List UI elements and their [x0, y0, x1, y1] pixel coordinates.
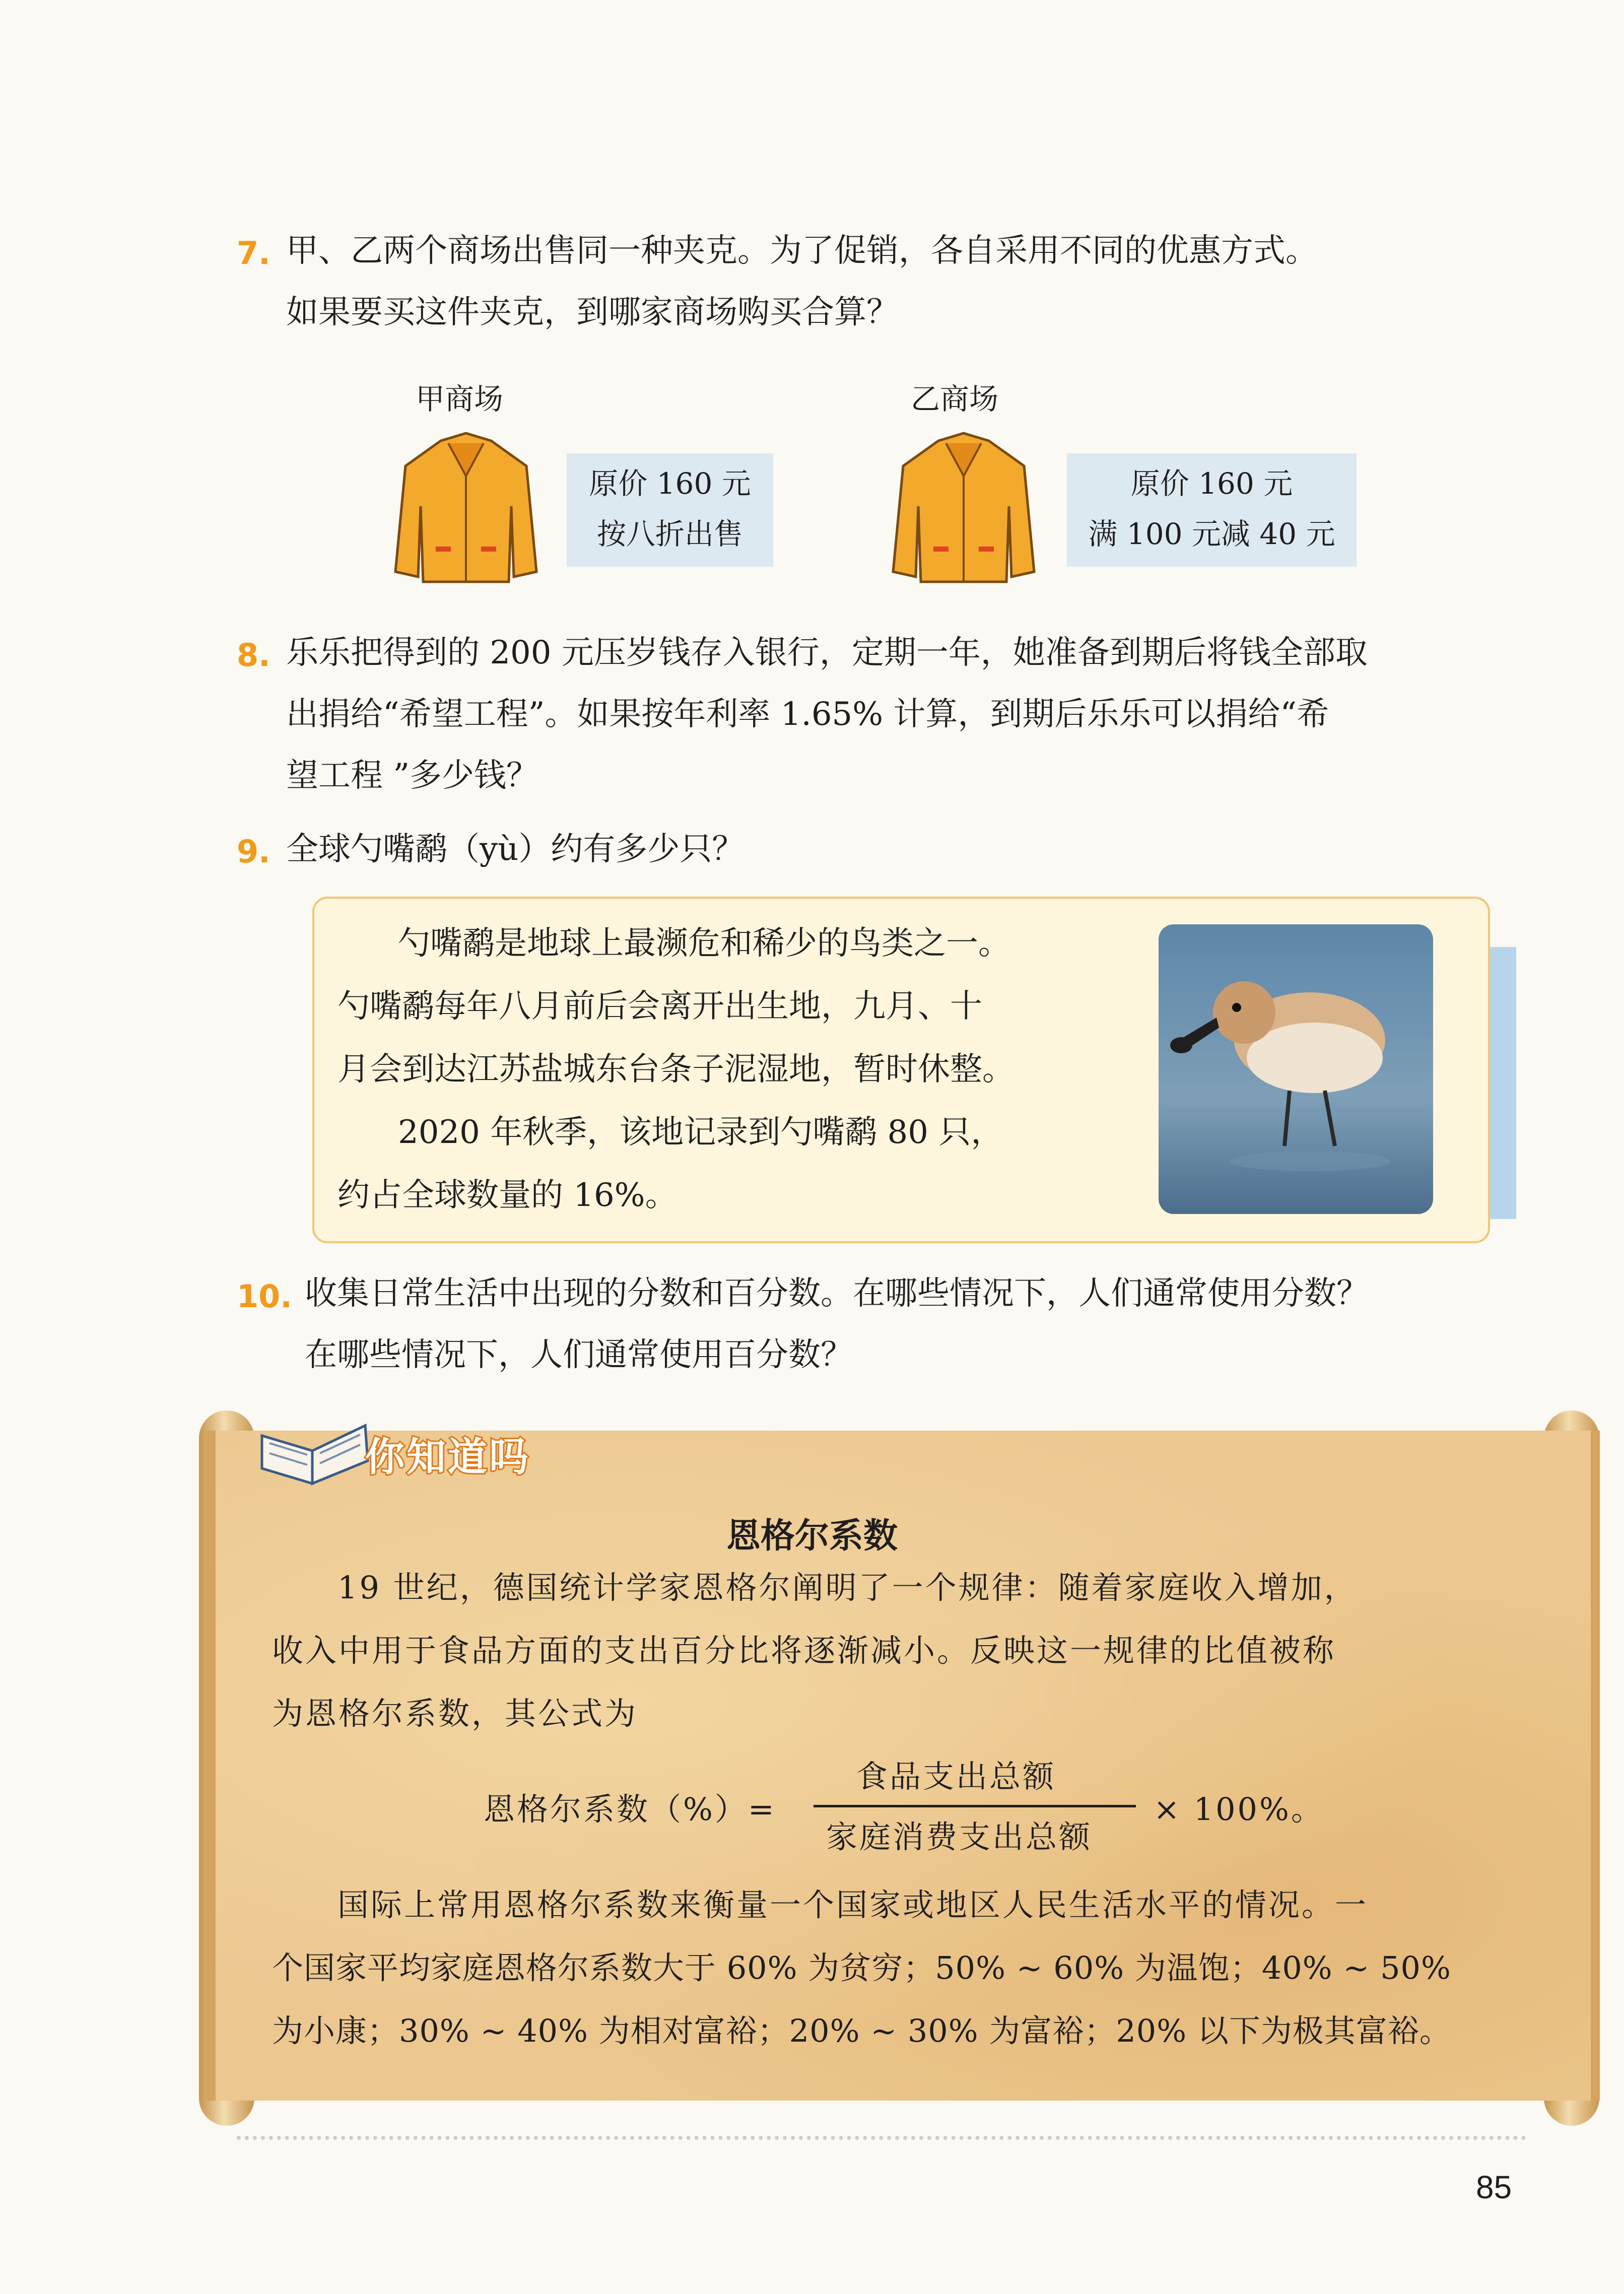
- formula-denominator: 家庭消费支出总额: [826, 1818, 1093, 1855]
- bird-info-line-2: 勺嘴鹬每年八月前后会离开出生地，九月、十: [337, 988, 982, 1025]
- formula-fraction-bar: [814, 1805, 1136, 1807]
- question-10-line-1: 收集日常生活中出现的分数和百分数。在哪些情况下，人们通常使用分数？: [305, 1275, 1369, 1312]
- question-7-line-1: 甲、乙两个商场出售同一种夹克。为了促销，各自采用不同的优惠方式。: [286, 232, 1318, 269]
- bird-info-line-1: 勺嘴鹬是地球上最濒危和稀少的鸟类之一。: [398, 925, 1010, 962]
- engel-paragraph-2-line-3: 为小康；30% ~ 40% 为相对富裕；20% ~ 30% 为富裕；20% 以下为极其富裕。: [272, 2012, 1451, 2049]
- engel-title: 恩格尔系数: [726, 1516, 898, 1556]
- question-9-line-1: 全球勺嘴鹬（yù）约有多少只？: [286, 831, 745, 868]
- store-b-price-line-1: 原价 160 元: [1130, 466, 1293, 501]
- engel-paragraph-1-line-1: 19 世纪，德国统计学家恩格尔阐明了一个规律：随着家庭收入增加，: [337, 1569, 1358, 1606]
- bird-info-line-3: 月会到达江苏盐城东台条子泥湿地，暂时休整。: [337, 1051, 1014, 1088]
- spoon-billed-sandpiper-photo: [1159, 924, 1433, 1214]
- question-7-number: 7.: [237, 235, 270, 272]
- question-8-number: 8.: [237, 637, 270, 673]
- question-8-line-2: 出捐给“希望工程”。如果按年利率 1.65% 计算，到期后乐乐可以捐给“希: [286, 696, 1329, 733]
- page-number: 85: [1476, 2169, 1512, 2205]
- engel-paragraph-2-line-1: 国际上常用恩格尔系数来衡量一个国家或地区人民生活水平的情况。一: [337, 1886, 1369, 1923]
- formula-right: × 100%。: [1154, 1791, 1324, 1828]
- question-7-line-2: 如果要买这件夹克，到哪家商场购买合算？: [286, 294, 899, 331]
- formula-left: 恩格尔系数（%）=: [484, 1791, 776, 1828]
- jacket-b-image: [891, 431, 1037, 587]
- store-b-price-line-2: 满 100 元减 40 元: [1088, 517, 1335, 551]
- engel-paragraph-1-line-3: 为恩格尔系数，其公式为: [272, 1695, 638, 1732]
- did-you-know-badge: 你知道吗: [365, 1435, 531, 1480]
- store-a-price-line-2: 按八折出售: [596, 517, 743, 551]
- question-10-line-2: 在哪些情况下，人们通常使用百分数？: [305, 1336, 853, 1374]
- question-9-number: 9.: [237, 833, 270, 870]
- jacket-a-image: [393, 431, 539, 587]
- store-a-price-box: [567, 453, 773, 567]
- footer-divider: [237, 2136, 1526, 2140]
- bird-box-side-tab: [1488, 947, 1516, 1219]
- open-book-icon: [257, 1405, 373, 1486]
- question-10-number: 10.: [237, 1278, 292, 1315]
- bird-info-line-5: 约占全球数量的 16%。: [337, 1177, 678, 1214]
- store-a-price-line-1: 原价 160 元: [589, 466, 751, 501]
- engel-paragraph-2-line-2: 个国家平均家庭恩格尔系数大于 60% 为贫穷；50% ~ 60% 为温饱；40% ~ 50%: [272, 1949, 1451, 1986]
- formula-numerator: 食品支出总额: [856, 1758, 1056, 1795]
- bird-info-line-4: 2020 年秋季，该地记录到勺嘴鹬 80 只，: [398, 1114, 1003, 1151]
- store-b-label: 乙商场: [911, 382, 999, 416]
- question-8-line-3: 望工程 ”多少钱？: [286, 757, 539, 794]
- store-a-label: 甲商场: [416, 382, 504, 416]
- question-8-line-1: 乐乐把得到的 200 元压岁钱存入银行，定期一年，她准备到期后将钱全部取: [286, 634, 1368, 671]
- engel-paragraph-1-line-2: 收入中用于食品方面的支出百分比将逐渐减小。反映这一规律的比值被称: [272, 1632, 1336, 1669]
- store-b-price-box: [1067, 453, 1357, 567]
